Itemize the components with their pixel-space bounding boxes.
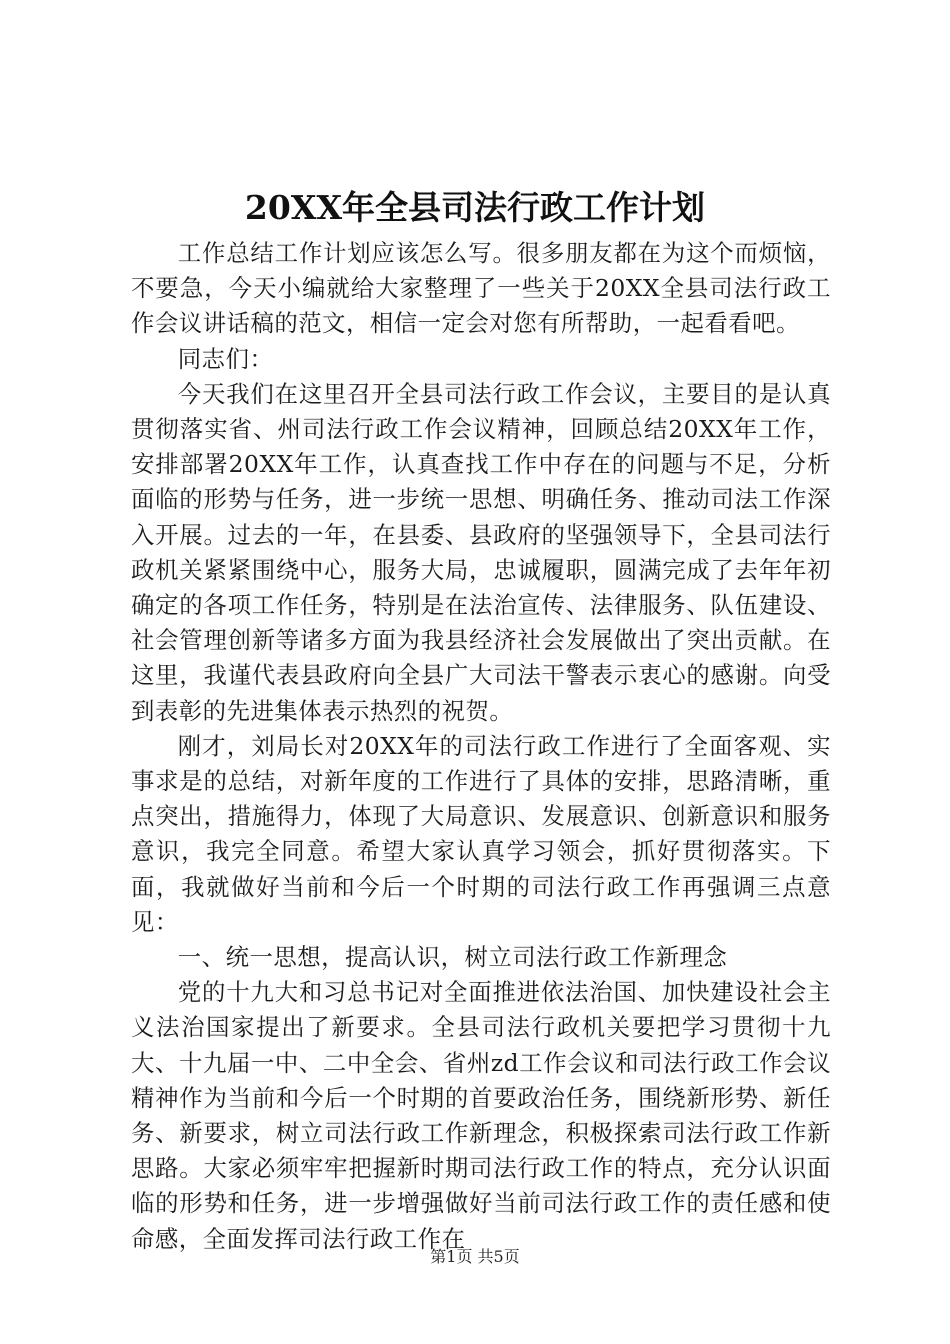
page-number-footer: 第1页 共5页: [430, 1247, 520, 1266]
paragraph-review: 刚才，刘局长对20XX年的司法行政工作进行了全面客观、实事求是的总结，对新年度的工作进行了具体的安排，思路清晰，重点突出，措施得力，体现了大局意识、发展意识、创新意识和服务意识，我完全同意。希望大家认真学习领会，抓好贯彻落实。下面，我就做好当前和今后一个时期的司法行政工作再强调三点意见：: [131, 731, 831, 936]
paragraph-salutation: 同志们：: [177, 344, 274, 373]
section-heading-one: 一、统一思想，提高认识，树立司法行政工作新理念: [177, 943, 728, 972]
document-title: 20XX年全县司法行政工作计划: [244, 188, 706, 227]
paragraph-intro: 工作总结工作计划应该怎么写。很多朋友都在为这个而烦恼，不要急，今天小编就给大家整理了一些关于20XX全县司法行政工作会议讲话稿的范文，相信一定会对您有所帮助，一起看看吧。: [131, 239, 831, 338]
paragraph-opening: 今天我们在这里召开全县司法行政工作会议，主要目的是认真贯彻落实省、州司法行政工作会议精神，回顾总结20XX年工作，安排部署20XX年工作，认真查找工作中存在的问题与不足，分析面临的形势与任务，进一步统一思想、明确任务、推动司法工作深入开展。过去的一年，在县委、县政府的坚强领导下，全县司法行政机关紧紧围绕中心，服务大局，忠诚履职，圆满完成了去年年初确定的各项工作任务，特别是在法治宣传、法律服务、队伍建设、社会管理创新等诸多方面为我县经济社会发展做出了突出贡献。在这里，我谨代表县政府向全县广大司法干警表示衷心的感谢。向受到表彰的先进集体表示热烈的祝贺。: [131, 379, 831, 725]
document-body: [131, 236, 831, 1257]
paragraph-section-one: 党的十九大和习总书记对全面推进依法治国、加快建设社会主义法治国家提出了新要求。全县司法行政机关要把学习贯彻十九大、十九届一中、二中全会、省州zd工作会议和司法行政工作会议精神作为当前和今后一个时期的首要政治任务，围绕新形势、新任务、新要求，树立司法行政工作新理念，积极探索司法行政工作新思路。大家必须牢牢把握新时期司法行政工作的特点，充分认识面临的形势和任务，进一步增强做好当前司法行政工作的责任感和使命感，全面发挥司法行政工作在: [131, 978, 831, 1253]
